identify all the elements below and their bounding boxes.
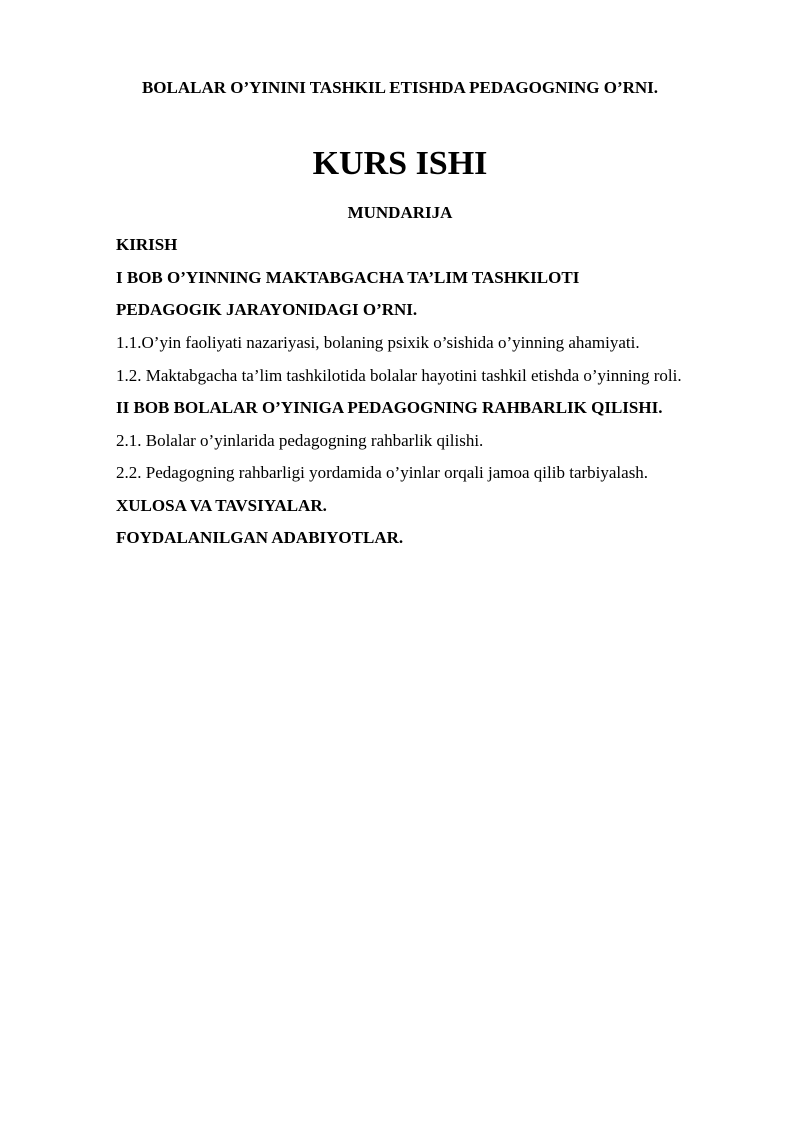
toc-entry-chapter-2: II BOB BOLALAR O’YINIGA PEDAGOGNING RAHBARLIK QILISHI. [116, 398, 663, 417]
toc-entry-conclusions: XULOSA VA TAVSIYALAR. [116, 496, 327, 515]
document-title: BOLALAR O’YININI TASHKIL ETISHDA PEDAGOGNING O’RNI. [141, 78, 659, 97]
toc-entry-section-1-2: 1.2. Maktabgacha ta’lim tashkilotida bolalar hayotini tashkil etishda o’yinning roli. [116, 366, 682, 385]
contents-heading: MUNDARIJA [347, 203, 453, 222]
toc-entry-introduction: KIRISH [116, 235, 178, 254]
toc-entry-section-2-1: 2.1. Bolalar o’yinlarida pedagogning rahbarlik qilishi. [116, 431, 484, 450]
toc-entry-section-2-2: 2.2. Pedagogning rahbarligi yordamida o’yinlar orqali jamoa qilib tarbiyalash. [116, 463, 649, 482]
toc-entry-chapter-1-cont: PEDAGOGIK JARAYONIDAGI O’RNI. [116, 300, 418, 319]
toc-entry-section-1-1: 1.1.O’yin faoliyati nazariyasi, bolaning psixik o’sishida o’yinning ahamiyati. [116, 333, 640, 352]
toc-entry-chapter-1: I BOB O’YINNING MAKTABGACHA TA’LIM TASHKILOTI [116, 268, 580, 287]
work-type-heading: KURS ISHI [312, 145, 488, 182]
toc-entry-references: FOYDALANILGAN ADABIYOTLAR. [116, 528, 404, 547]
